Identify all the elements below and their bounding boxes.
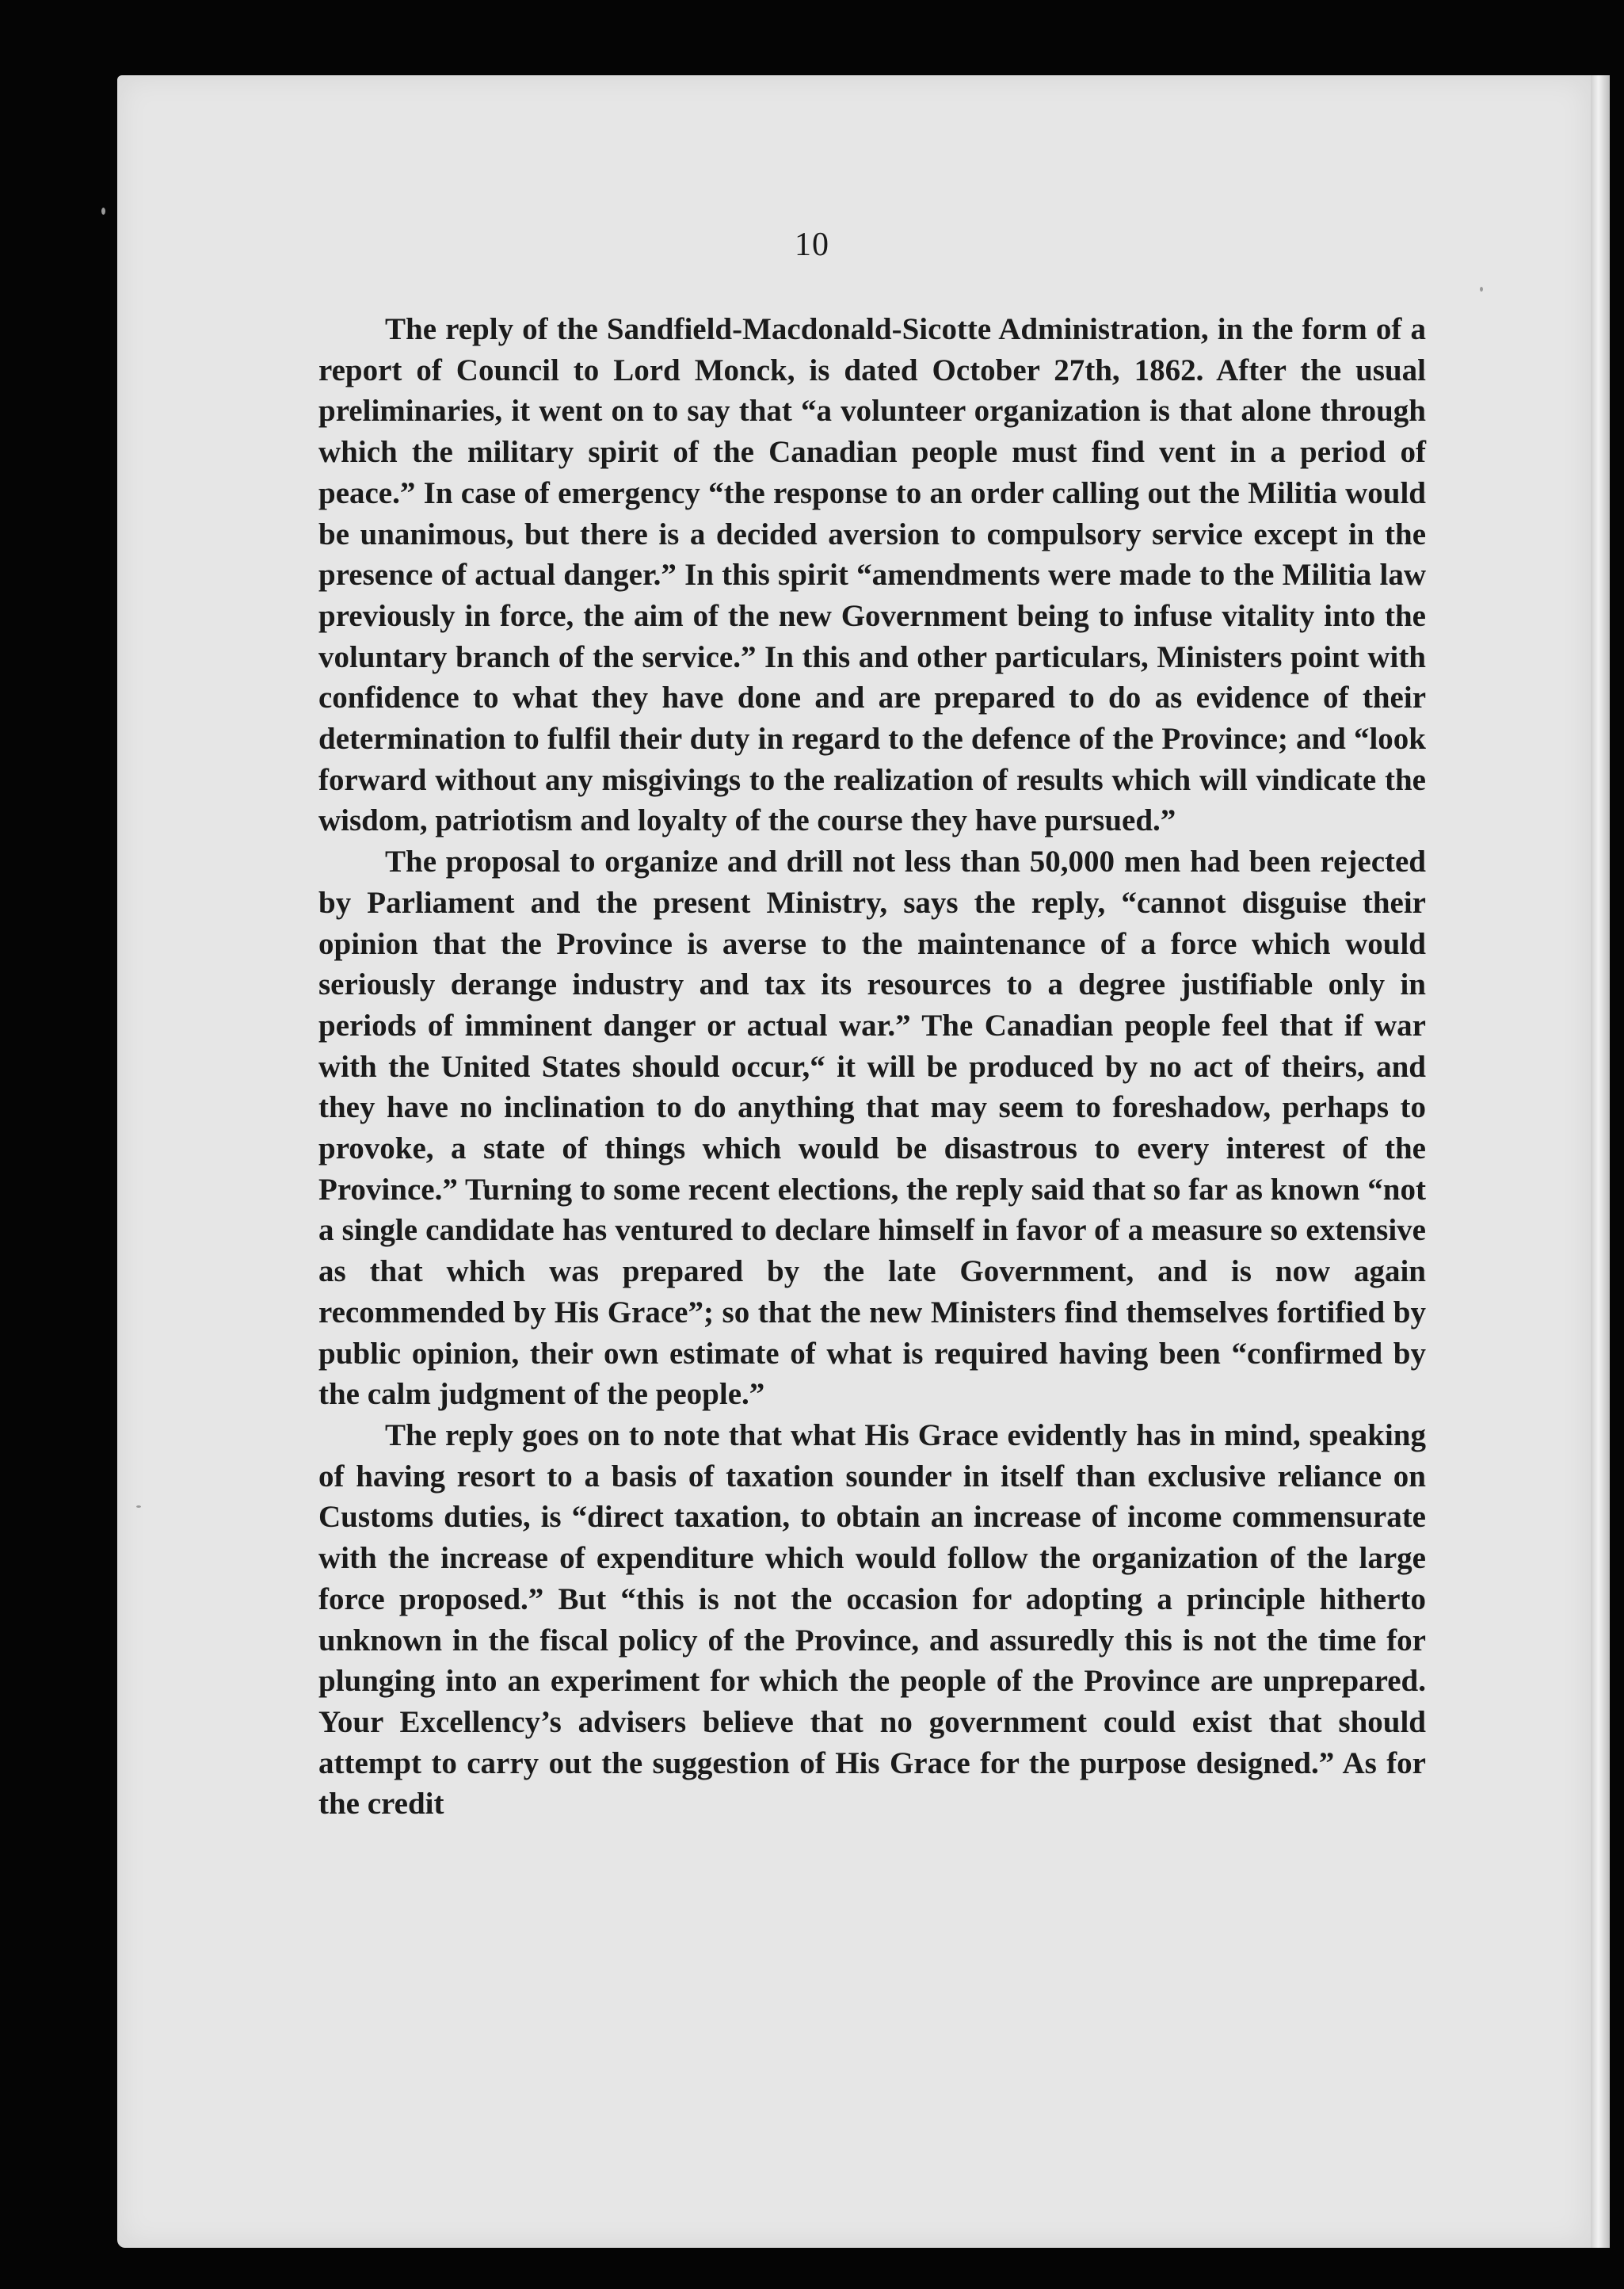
scan-speck [136, 1505, 141, 1508]
scan-speck [101, 208, 105, 215]
page-edge [1591, 75, 1610, 2248]
paragraph-3: The reply goes on to note that what His Grace evidently has in mind, speaking of having resort to a basis of taxation sounder in itself than exclusive reliance on Customs duties, is “direct taxation, to obtain an increase of income commensurate with the increase of expenditure which would follow the organization of the large force proposed.” But “this is not the occasion for adopting a principle hitherto unknown in the fiscal policy of the Province, and assuredly this is not the time for plunging into an experiment for which the people of the Province are unprepared. Your Excellency’s advisers believe that no government could exist that should attempt to carry out the suggestion of His Grace for the purpose designed.” As for the credit [318, 1417, 1426, 1822]
page-number: 10 [795, 227, 829, 263]
paragraph-1: The reply of the Sandfield-Macdonald-Sicotte Administration, in the form of a report of Council to Lord Monck, is dated October 27th, 1862. After the usual preliminaries, it went on to say that “a volunteer organization is that alone through which the military spirit of the Canadian people must find vent in a period of peace.” In case of emergency “the response to an order calling out the Militia would be unanimous, but there is a decided aversion to compulsory service except in the presence of actual danger.” In this spirit “amendments were made to the Militia law previously in force, the aim of the new Government being to infuse vitality into the voluntary branch of the service.” In this and other particulars, Ministers point with confidence to what they have done and are prepared to do as evidence of their determination to fulfil their duty in regard to the defence of the Province; and “look forward without any misgivings to the realization of results which will vindicate the wisdom, patriotism and loyalty of the course they have pursued.” [318, 312, 1426, 838]
body-text [318, 309, 1426, 1825]
paragraph-2: The proposal to organize and drill not less than 50,000 men had been rejected by Parliament and the present Ministry, says the reply, “cannot disguise their opinion that the Province is averse to the maintenance of a force which would seriously derange industry and tax its resources to a degree justifiable only in periods of imminent danger or actual war.” The Canadian people feel that if war with the United States should occur,“ it will be produced by no act of theirs, and they have no inclination to do anything that may seem to foreshadow, perhaps to provoke, a state of things which would be disastrous to every interest of the Province.” Turning to some recent elections, the reply said that so far as known “not a single candidate has ventured to declare himself in favor of a measure so extensive as that which was prepared by the late Government, and is now again recommended by His Grace”; so that the new Ministers find themselves fortified by public opinion, their own estimate of what is required having been “confirmed by the calm judgment of the people.” [318, 845, 1426, 1412]
scan-speck [1480, 287, 1483, 292]
